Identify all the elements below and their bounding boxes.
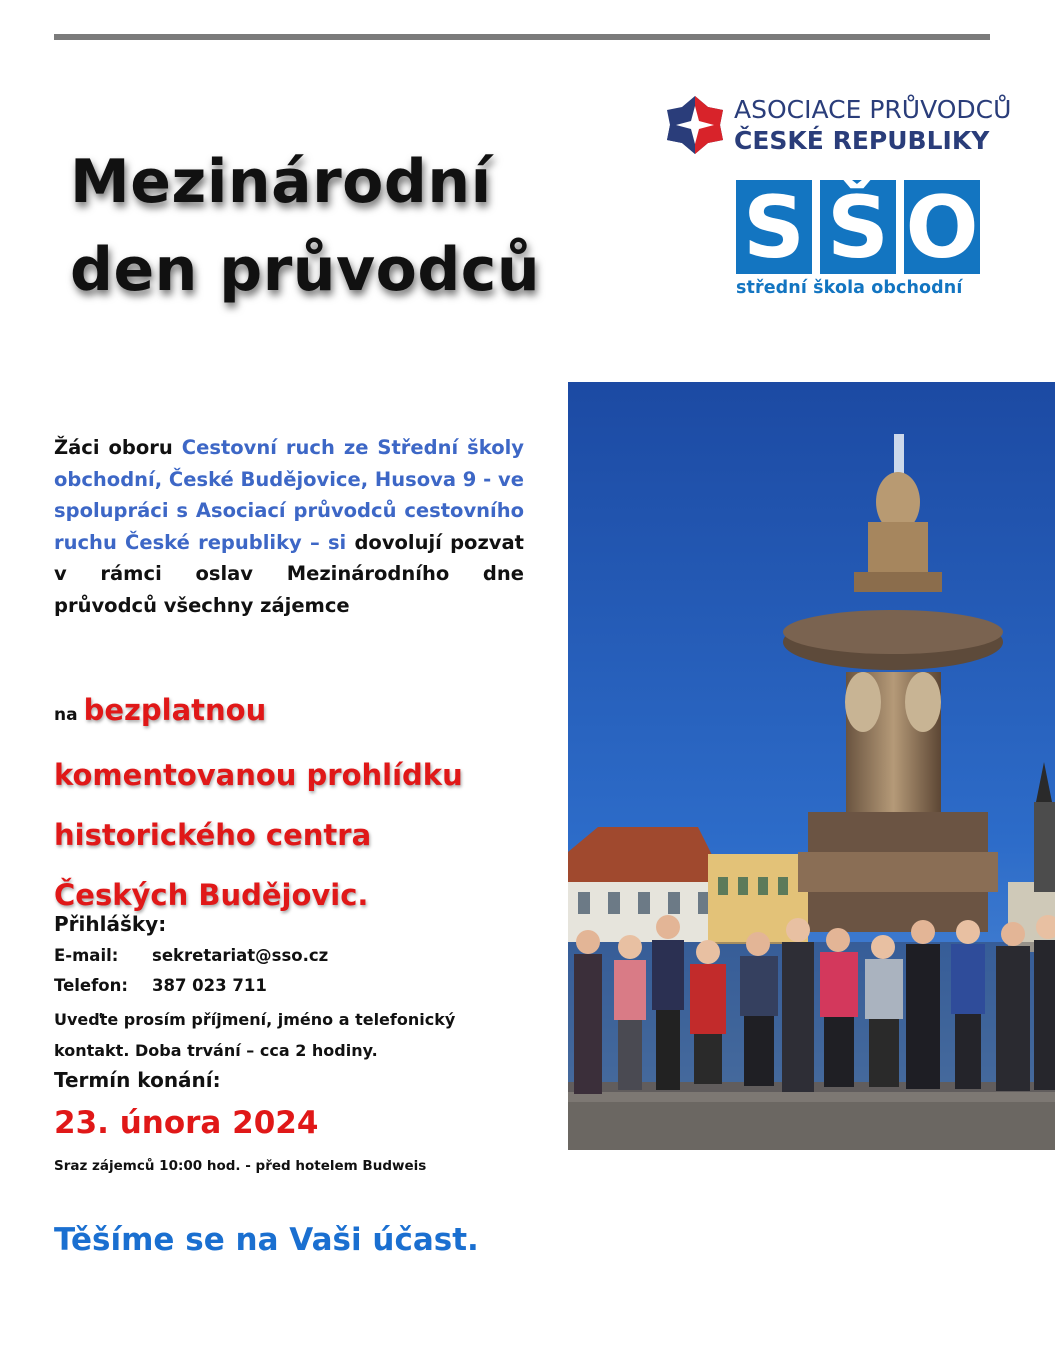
- title-line-1: Mezinárodní: [70, 147, 492, 217]
- sso-letter-s-caron: Š: [820, 180, 896, 274]
- apcr-name-line-2: ČESKÉ REPUBLIKY: [734, 126, 990, 155]
- offer-line-1: [54, 680, 554, 745]
- sso-letter-o: O: [905, 178, 979, 278]
- email-address[interactable]: sekretariat@sso.cz: [152, 946, 329, 965]
- phone-row: [54, 976, 534, 995]
- apcr-name-line-1: ASOCIACE PRŮVODCŮ: [734, 95, 1012, 124]
- offer-line-2: komentovanou prohlídku: [54, 758, 463, 792]
- title-line-2: den průvodců: [70, 235, 541, 305]
- registration-heading: Přihlášky:: [54, 912, 167, 936]
- offer-line-4: Českých Budějovic.: [54, 878, 369, 912]
- top-divider: [54, 34, 990, 40]
- sso-letter-s: S: [736, 180, 812, 274]
- registration-note: Uveďte prosím příjmení, jméno a telefonický kontakt. Doba trvání – cca 2 hodiny.: [54, 1010, 456, 1060]
- closing-line: Těšíme se na Vaši účast.: [54, 1222, 479, 1258]
- email-row: [54, 946, 534, 965]
- fountain-group-photo: [568, 382, 1055, 1150]
- intro-text-1: Žáci oboru: [54, 436, 173, 459]
- meeting-point: Sraz zájemců 10:00 hod. - před hotelem Budweis: [54, 1158, 427, 1174]
- apcr-logo: [664, 92, 1012, 162]
- sso-logo: [736, 180, 981, 300]
- intro-paragraph: [54, 432, 524, 622]
- offer-line-3: historického centra: [54, 818, 372, 852]
- sso-caption: střední škola obchodní: [736, 278, 963, 298]
- phone-number[interactable]: 387 023 711: [152, 976, 267, 995]
- intro-text-3: dovolují pozvat v rámci oslav Mezinárodního dne průvodců všechny zájemce: [54, 530, 524, 617]
- offer-line-1-text: bezplatnou: [83, 693, 267, 727]
- offer-block: [54, 680, 554, 925]
- intro-text-2-highlight: Cestovní ruch ze Střední školy obchodní, České Budějovice, Husova 9 - ve spolupráci s Asociací průvodců cestovního ruchu České republiky – si: [54, 436, 524, 554]
- page-title: [70, 138, 540, 314]
- email-label: E-mail:: [54, 946, 119, 965]
- offer-prefix: na: [54, 705, 78, 725]
- event-date-heading: Termín konání:: [54, 1068, 221, 1092]
- phone-label: Telefon:: [54, 976, 128, 995]
- apcr-star-icon: [664, 94, 726, 156]
- event-date: 23. února 2024: [54, 1105, 319, 1141]
